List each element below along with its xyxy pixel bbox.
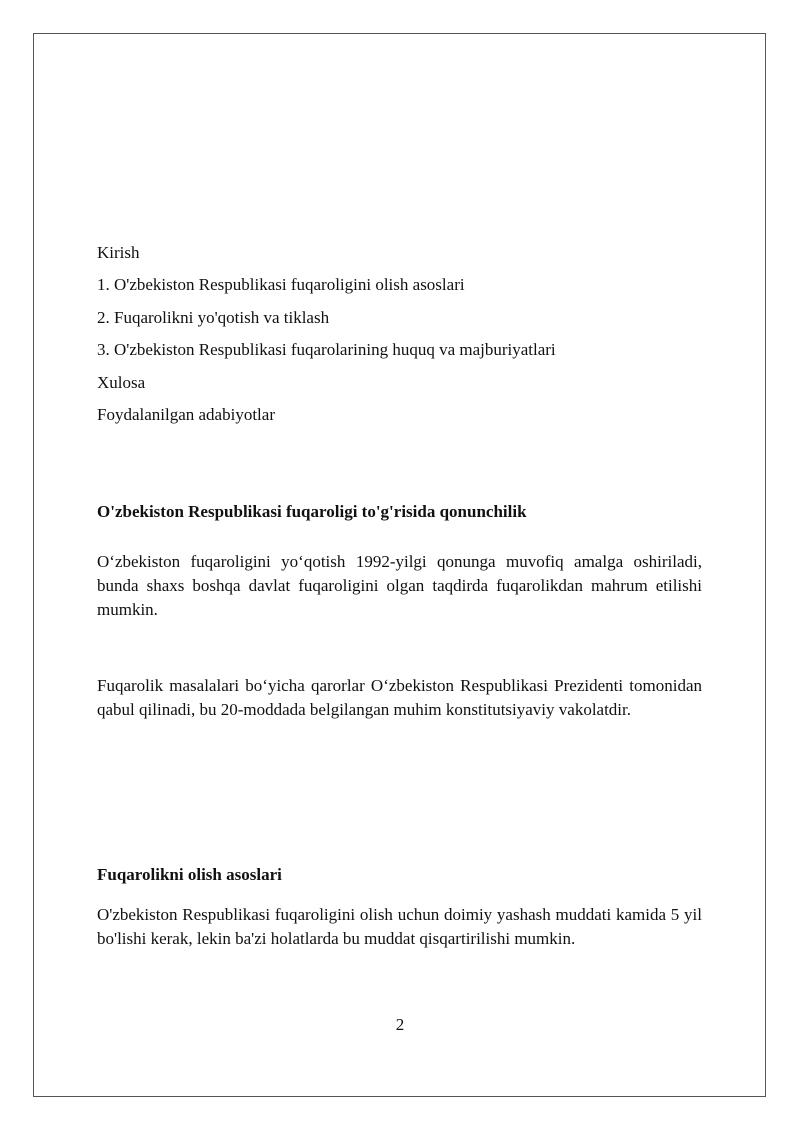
paragraph-residency-requirement: O'zbekiston Respublikasi fuqaroligini olish uchun doimiy yashash muddati kamida 5 yil bo'lishi kerak, lekin ba'zi holatlarda bu muddat qisqartirilishi mumkin. bbox=[97, 905, 702, 948]
toc-item-conclusion: Xulosa bbox=[97, 373, 146, 392]
toc-item-1: 1. O'zbekiston Respublikasi fuqaroligini olish asoslari bbox=[97, 275, 465, 294]
toc-item-introduction: Kirish bbox=[97, 243, 140, 262]
toc-item-2: 2. Fuqarolikni yo'qotish va tiklash bbox=[97, 308, 330, 327]
toc-item-3: 3. O'zbekiston Respublikasi fuqarolarining huquq va majburiyatlari bbox=[97, 340, 556, 359]
section-heading-acquisition: Fuqarolikni olish asoslari bbox=[97, 865, 282, 884]
paragraph-citizenship-loss: O‘zbekiston fuqaroligini yo‘qotish 1992-yilgi qonunga muvofiq amalga oshiriladi, bunda shaxs boshqa davlat fuqaroligini olgan taqdirda fuqarolikdan mahrum etilishi mumkin. bbox=[97, 552, 702, 619]
page-number: 2 bbox=[395, 1015, 405, 1034]
section-heading-legislation: O'zbekiston Respublikasi fuqaroligi to'g'risida qonunchilik bbox=[97, 502, 527, 521]
paragraph-president-decisions: Fuqarolik masalalari bo‘yicha qarorlar O‘zbekiston Respublikasi Prezidenti tomonidan qabul qilinadi, bu 20-moddada belgilangan muhim konstitutsiyaviy vakolatdir. bbox=[97, 676, 702, 719]
toc-item-references: Foydalanilgan adabiyotlar bbox=[97, 405, 275, 424]
